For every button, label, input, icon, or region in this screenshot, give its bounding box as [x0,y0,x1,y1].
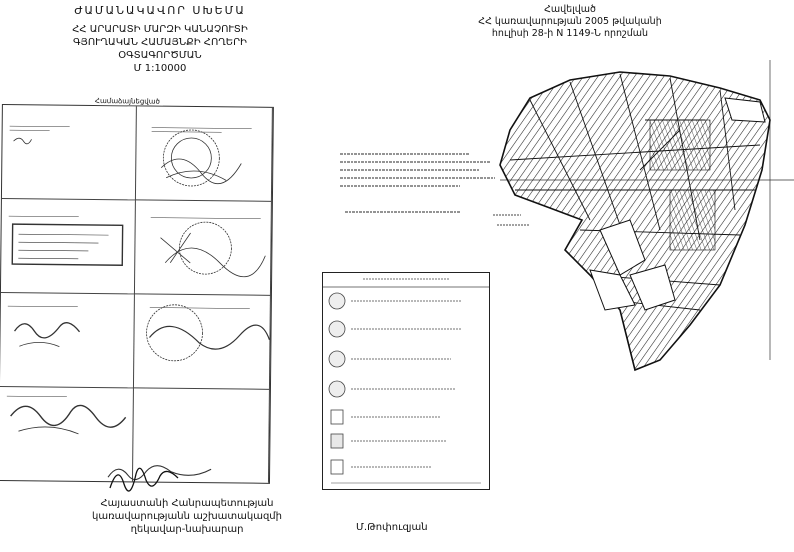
signature-caption [92,497,282,536]
caption-line-3: ղեկավար-նախարար [130,524,244,535]
approval-block [470,4,670,40]
community-boundary [500,72,770,370]
title-line-3: ՕԳՏԱԳՈՐԾՄԱՆ [118,50,202,61]
approval-line-1: Հավելված [544,4,596,15]
dense-parcel-area [670,190,715,250]
dense-parcel-area [650,120,710,170]
legend [322,272,490,490]
legend-symbols [323,273,489,489]
sheet-header: Համաձայնեցված [92,97,163,106]
stamps-and-signatures [0,96,292,489]
minister-signature [105,460,185,496]
cadastral-map [470,60,794,380]
title-line-2: ԳՅՈՒՂԱԿԱՆ ՀԱՄԱՅՆՔԻ ՀՈՂԵՐԻ [73,37,247,48]
approval-line-3: հուլիսի 28-ի N 1149-Ն որոշման [491,28,649,39]
approval-sheet [0,96,292,489]
map-scale: Մ 1:10000 [133,63,187,74]
caption-line-1: Հայաստանի Հանրապետության [100,498,274,509]
title-block [40,4,280,75]
caption-line-2: կառավարությանն աշխատակազմի [92,511,282,522]
signatory-name: Մ.Թոփուզյան [356,522,428,533]
document-heading: ԺԱՄԱՆԱԿԱՎՈՐ ՍԽԵՄԱ [74,4,246,17]
title-line-1: ՀՀ ԱՐԱՐԱՏԻ ՄԱՐԶԻ ԿԱՆԱՉՈՒՏԻ [72,24,248,35]
approval-line-2: ՀՀ կառավարության 2005 թվականի [478,16,662,27]
